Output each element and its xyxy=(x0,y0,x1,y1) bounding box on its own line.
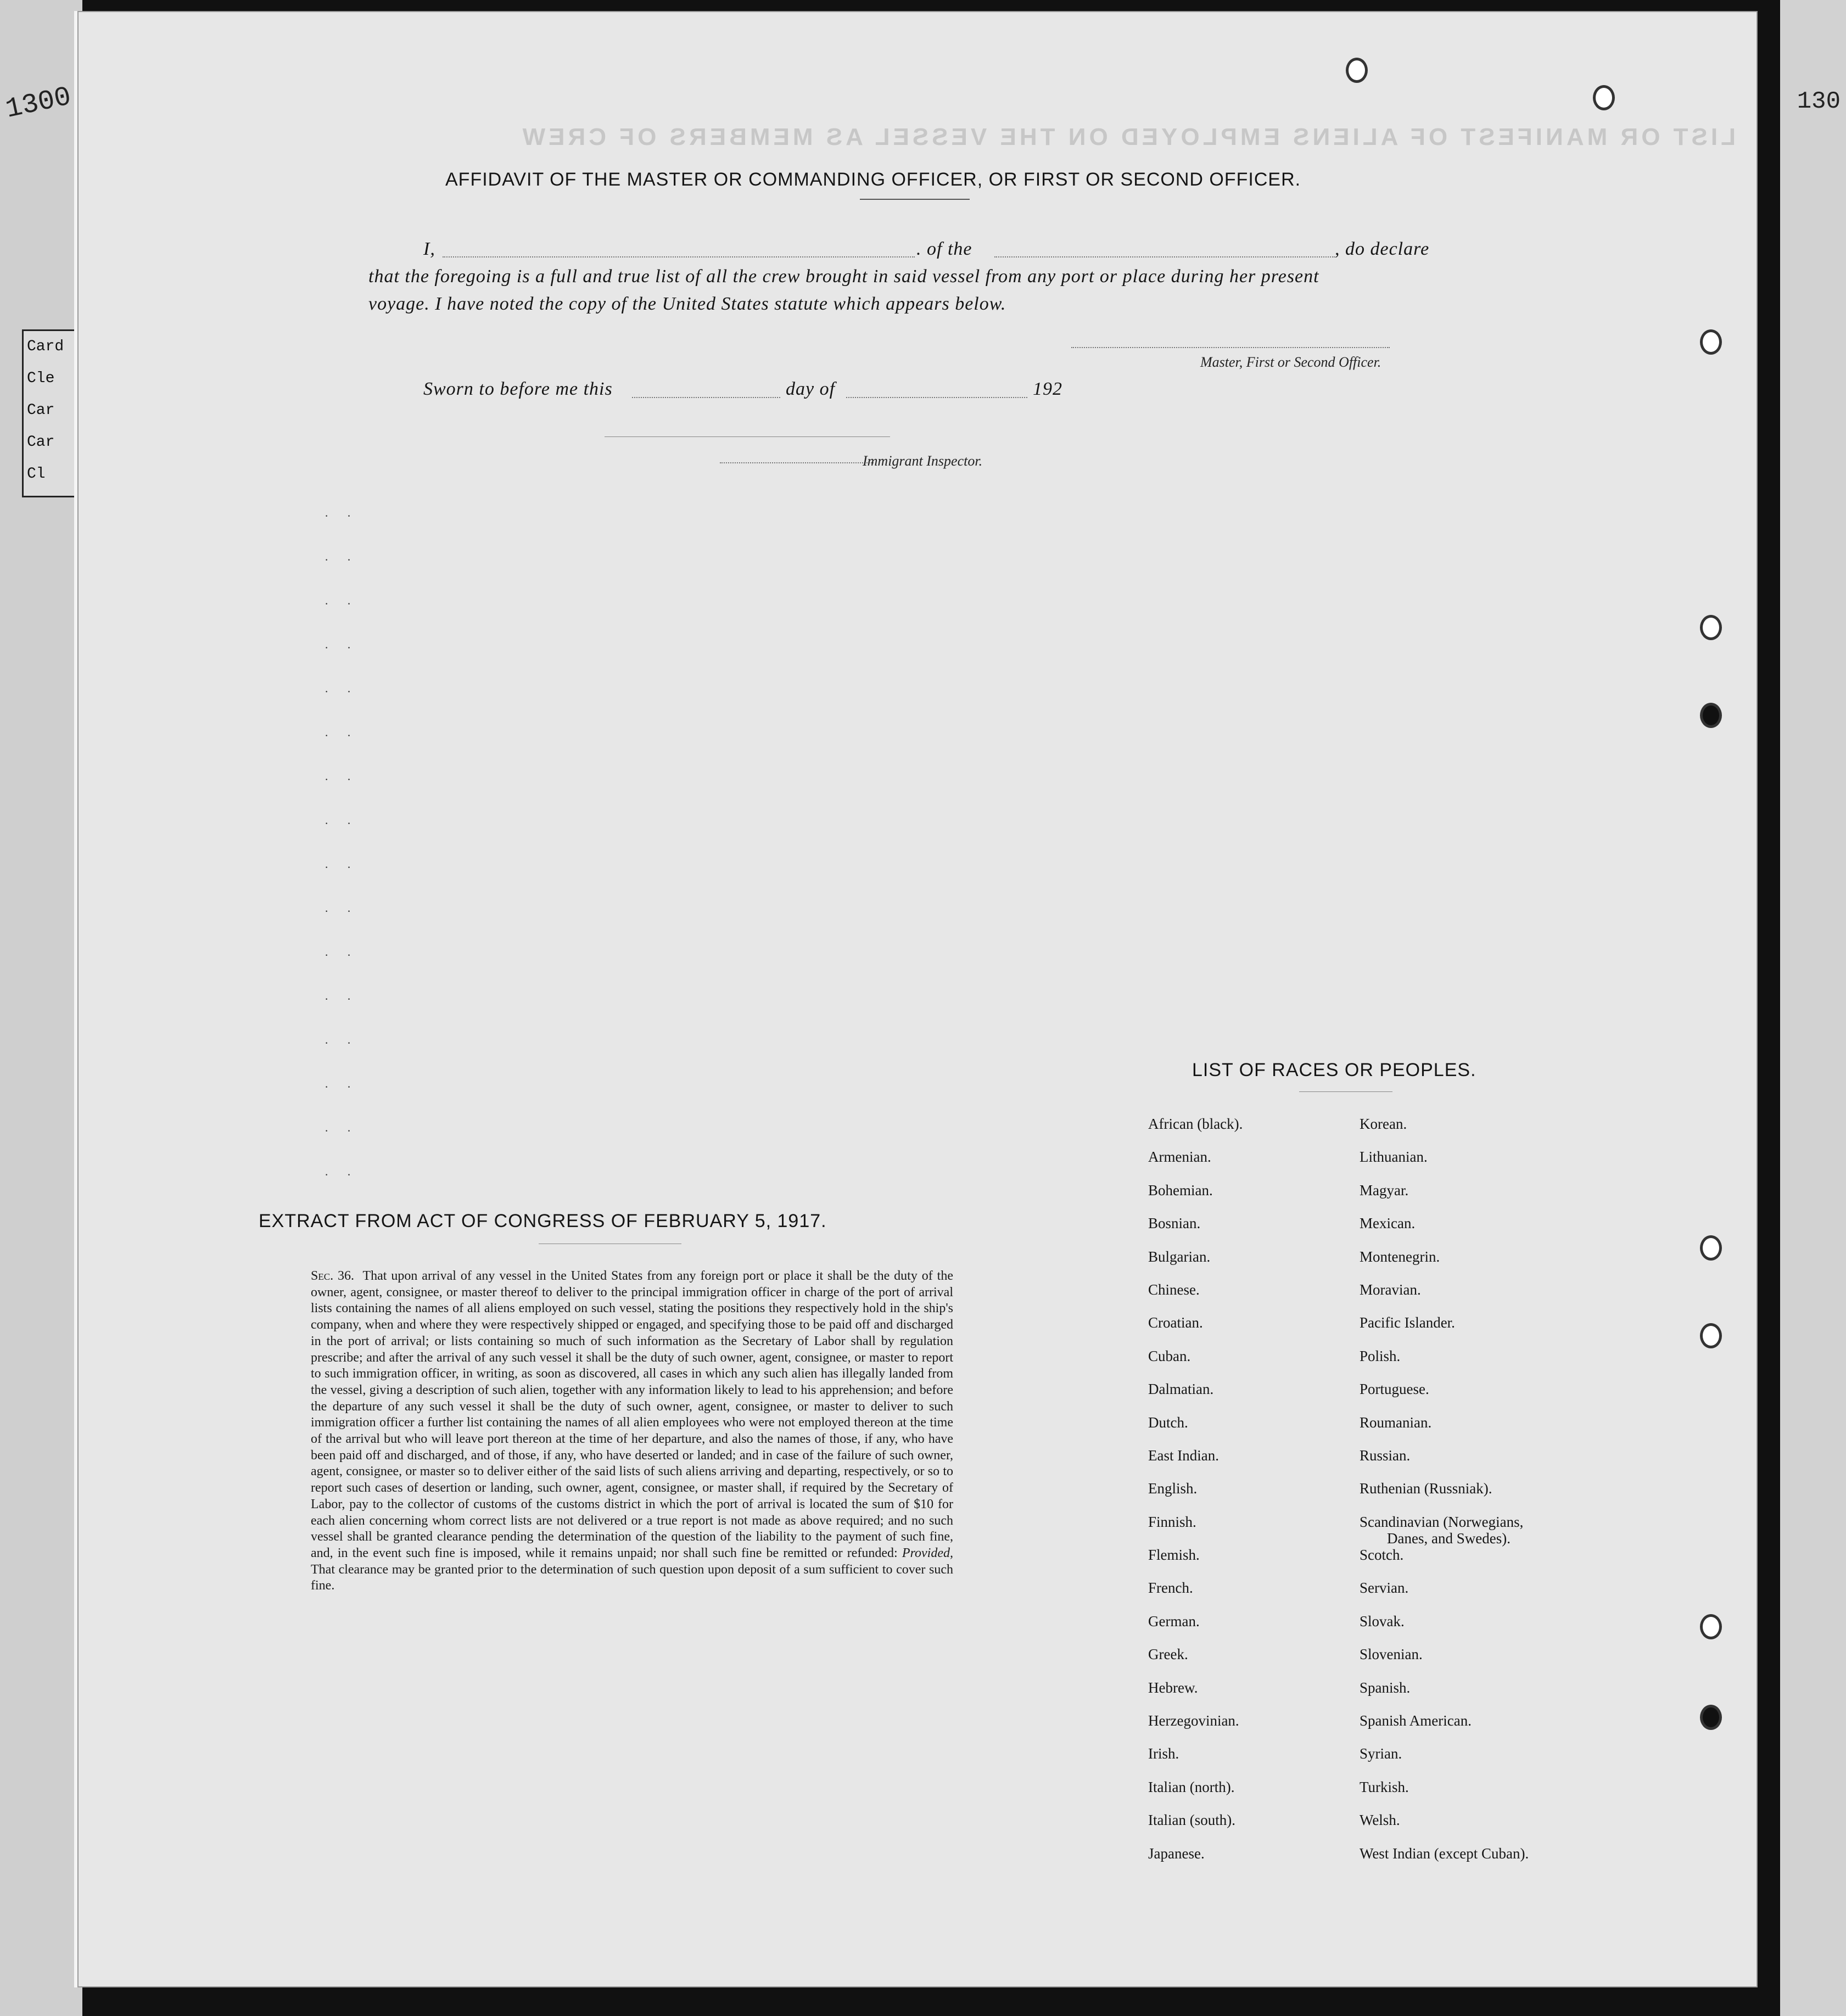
race-item: English. xyxy=(1148,1480,1198,1497)
race-item: Portuguese. xyxy=(1360,1381,1429,1398)
race-item: Flemish. xyxy=(1148,1547,1200,1564)
race-item: Servian. xyxy=(1360,1580,1409,1597)
race-item: East Indian. xyxy=(1148,1447,1219,1464)
section-number: Sec. 36. xyxy=(311,1269,355,1283)
stub-line: Cl xyxy=(27,466,46,483)
race-item: Italian (south). xyxy=(1148,1812,1235,1829)
punch-hole xyxy=(1700,1614,1722,1639)
extract-body: That upon arrival of any vessel in the United States from any foreign port or place it shall be the duty of the owner, agent, consignee, or master thereof to deliver to the principal immigration officer in charge of the port of arrival lists containing the names of all aliens employed on such vessel, stating the positions they respectively hold in the ship's company, when and where they were respectively shipped or engaged, and specifying those to be paid off and discharged in the port of arrival; or lists containing so much of such information as the Secretary of Labor shall by regulation prescribe; and after the arrival of any such vessel it shall be the duty of such owner, agent, consignee, or master to report to such immigration officer, in writing, as soon as discovered, all cases in which any such alien has illegally landed from the vessel, giving a description of such alien, together with any information likely to lead to his apprehension; and before the departure of any such vessel it shall be the duty of such owner, agent, consignee, or master to deliver to such immigration officer a further list containing the names of all alien employees who were not employed thereon at the time of the arrival but who will leave port thereon at the time of her departure, and also the names of those, if any, who have been paid off and discharged, and of those, if any, who have deserted or landed; and in case of the failure of such owner, agent, consignee, or master so to deliver either of the said lists of such aliens arriving and departing, respectively, or so to report such cases of desertion or landing, such owner, agent, consignee, or master shall, if required by the Secretary of Labor, pay to the collector of customs of the customs district in which the port of arrival is located the sum of $10 for each alien concerning whom correct lists are not delivered or a true report is not made as above required; and no such vessel shall be granted clearance pending the determination of the question of the liability to the payment of such fine, and, in the event such fine is imposed, while it remains unpaid; nor shall such fine be remitted or refunded: xyxy=(311,1269,953,1560)
race-item: Slovak. xyxy=(1360,1612,1405,1629)
race-item: Syrian. xyxy=(1360,1745,1402,1762)
race-item: Herzegovinian. xyxy=(1148,1712,1239,1729)
manifest-page xyxy=(74,11,1758,1987)
race-item: Russian. xyxy=(1360,1447,1411,1464)
race-item: Croatian. xyxy=(1148,1314,1203,1331)
punch-hole xyxy=(1700,703,1722,728)
signature-label: Master, First or Second Officer. xyxy=(1200,354,1381,370)
race-item: Scotch. xyxy=(1360,1547,1404,1564)
race-item: Lithuanian. xyxy=(1360,1149,1428,1166)
race-item: Greek. xyxy=(1148,1646,1188,1663)
day-blank xyxy=(632,397,780,398)
races-left-column xyxy=(1148,1116,1243,1878)
left-stamp-number: 1300 xyxy=(3,81,74,126)
month-blank xyxy=(846,397,1027,398)
punch-hole xyxy=(1593,85,1615,110)
race-item: Finnish. xyxy=(1148,1513,1196,1530)
signature-blank xyxy=(1071,347,1390,348)
race-item: Spanish American. xyxy=(1360,1712,1472,1729)
sworn-start: Sworn to before me this xyxy=(423,379,613,399)
race-item: West Indian (except Cuban). xyxy=(1360,1845,1529,1862)
sworn-year: 192 xyxy=(1033,379,1062,399)
name-blank xyxy=(443,256,915,257)
affidavit-do-declare: , do declare xyxy=(1335,239,1430,259)
race-item: Bulgarian. xyxy=(1148,1248,1211,1265)
affidavit-line3: voyage. I have noted the copy of the United States statute which appears below. xyxy=(368,294,1006,314)
extract-text xyxy=(311,1268,953,1594)
race-item: Hebrew. xyxy=(1148,1679,1198,1696)
punch-hole xyxy=(1700,615,1722,640)
inspector-label: Immigrant Inspector. xyxy=(863,453,983,469)
race-item: Welsh. xyxy=(1360,1812,1400,1829)
proviso-word: Provided, xyxy=(902,1545,953,1560)
race-item: Japanese. xyxy=(1148,1845,1205,1862)
races-right-column xyxy=(1360,1116,1529,1878)
race-item: Spanish. xyxy=(1360,1679,1411,1696)
race-item: Bohemian. xyxy=(1148,1181,1213,1199)
race-item: Ruthenian (Russniak). xyxy=(1360,1480,1492,1497)
race-item: Pacific Islander. xyxy=(1360,1314,1455,1331)
race-item: Slovenian. xyxy=(1360,1646,1423,1663)
punch-hole xyxy=(1346,58,1368,83)
left-adjacent-page xyxy=(0,0,82,2016)
race-item: German. xyxy=(1148,1612,1200,1629)
race-item: Cuban. xyxy=(1148,1347,1191,1364)
race-item: Mexican. xyxy=(1360,1215,1416,1232)
extract-title: EXTRACT FROM ACT OF CONGRESS OF FEBRUARY 5, 1917. xyxy=(259,1211,827,1231)
race-item: Turkish. xyxy=(1360,1778,1409,1795)
race-item: African (black). xyxy=(1148,1116,1243,1132)
races-underline xyxy=(1299,1091,1392,1092)
race-item: Dalmatian. xyxy=(1148,1381,1214,1398)
inspector-line-top xyxy=(605,436,890,437)
vessel-blank xyxy=(994,256,1335,257)
stub-line: Card xyxy=(27,338,64,355)
race-item: Irish. xyxy=(1148,1745,1179,1762)
left-card-stub xyxy=(22,329,80,497)
affidavit-line2: that the foregoing is a full and true list of all the crew brought in said vessel from any port or place during her present xyxy=(368,266,1319,287)
punch-hole xyxy=(1700,1705,1722,1730)
race-item: Italian (north). xyxy=(1148,1778,1235,1795)
race-item: Armenian. xyxy=(1148,1149,1211,1166)
race-item: Montenegrin. xyxy=(1360,1248,1440,1265)
race-item: Magyar. xyxy=(1360,1181,1409,1199)
race-item-continued: Danes, and Swedes). xyxy=(1387,1530,1511,1547)
affidavit-of-the: . of the xyxy=(916,239,972,259)
punch-hole xyxy=(1700,1323,1722,1348)
stub-line: Car xyxy=(27,434,55,451)
right-adjacent-page xyxy=(1780,0,1846,2016)
race-item: Roumanian. xyxy=(1360,1414,1432,1431)
punch-hole xyxy=(1700,329,1722,355)
race-item: Dutch. xyxy=(1148,1414,1188,1431)
title-underline xyxy=(860,199,970,200)
bleed-through-header: LIST OR MANIFEST OF ALIENS EMPLOYED ON THE VESSEL AS MEMBERS OF CREW xyxy=(519,124,1736,150)
race-item: Bosnian. xyxy=(1148,1215,1201,1232)
stub-line: Car xyxy=(27,402,55,419)
race-item: Moravian. xyxy=(1360,1281,1421,1298)
race-item: Scandinavian (Norwegians, xyxy=(1360,1513,1524,1530)
proviso-rest: That clearance may be granted prior to the determination of such question upon deposit of a sum sufficient to cover such fine. xyxy=(311,1562,953,1593)
affidavit-i: I, xyxy=(423,239,435,259)
affidavit-title: AFFIDAVIT OF THE MASTER OR COMMANDING OFFICER, OR FIRST OR SECOND OFFICER. xyxy=(445,169,1301,190)
race-item: French. xyxy=(1148,1580,1193,1597)
race-item: Korean. xyxy=(1360,1116,1407,1132)
right-stamp-number: 130 xyxy=(1797,88,1841,115)
inspector-blank xyxy=(720,462,874,463)
stub-line: Cle xyxy=(27,370,55,387)
race-item: Polish. xyxy=(1360,1347,1401,1364)
sworn-day: day of xyxy=(786,379,836,399)
races-title: LIST OF RACES OR PEOPLES. xyxy=(1192,1060,1476,1080)
row-ticks: · · · · · · · · · · · · · · · · · · · · · · · · · · · · · · · · xyxy=(325,509,359,1181)
punch-hole xyxy=(1700,1235,1722,1261)
race-item: Chinese. xyxy=(1148,1281,1200,1298)
